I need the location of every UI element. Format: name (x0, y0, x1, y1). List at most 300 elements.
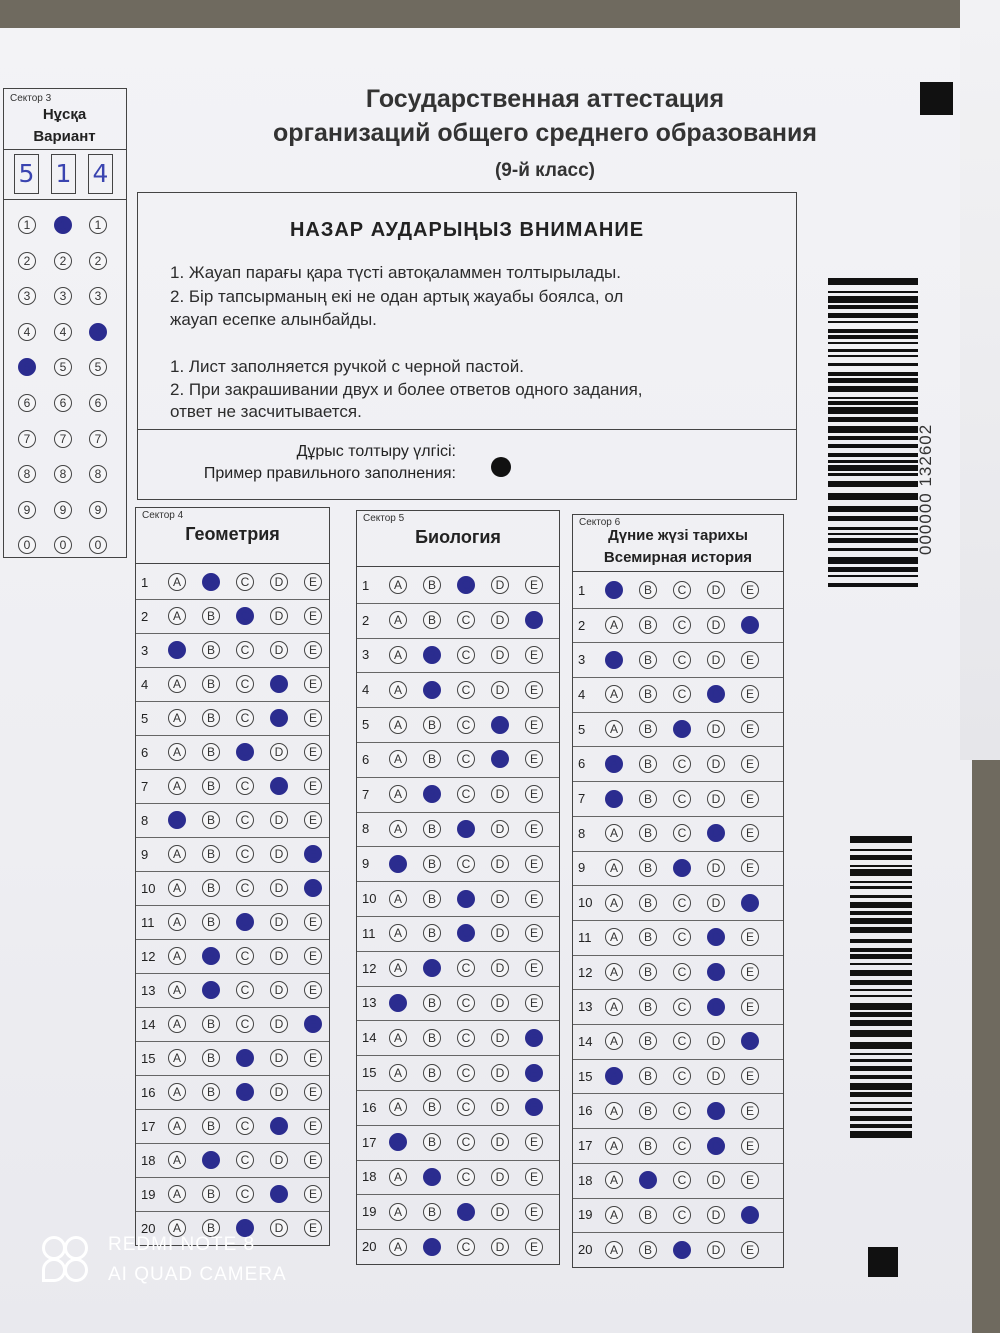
answer-bubble[interactable]: D (491, 1203, 509, 1221)
answer-bubble-filled[interactable]: D (270, 1117, 288, 1135)
answer-bubble[interactable]: A (605, 894, 623, 912)
variant-bubble[interactable]: 6 (89, 394, 107, 412)
answer-bubble[interactable]: E (304, 1185, 322, 1203)
answer-bubble[interactable]: A (389, 716, 407, 734)
answer-bubble[interactable]: B (639, 998, 657, 1016)
answer-bubble[interactable]: B (423, 1064, 441, 1082)
answer-bubble[interactable]: A (168, 1151, 186, 1169)
answer-bubble-filled[interactable]: D (270, 1185, 288, 1203)
answer-bubble[interactable]: A (389, 1098, 407, 1116)
answer-bubble-filled[interactable]: E (304, 879, 322, 897)
variant-bubble-filled[interactable]: 4 (89, 323, 107, 341)
answer-bubble-filled[interactable]: B (423, 785, 441, 803)
answer-bubble-filled[interactable]: A (168, 641, 186, 659)
answer-bubble[interactable]: E (525, 924, 543, 942)
answer-bubble-filled[interactable]: E (304, 845, 322, 863)
answer-bubble-filled[interactable]: C (673, 1241, 691, 1259)
answer-bubble[interactable]: D (491, 1238, 509, 1256)
variant-bubble-filled[interactable]: 1 (54, 216, 72, 234)
answer-bubble[interactable]: E (741, 1241, 759, 1259)
answer-bubble[interactable]: E (304, 811, 322, 829)
answer-bubble[interactable]: B (639, 894, 657, 912)
answer-bubble[interactable]: B (423, 924, 441, 942)
answer-bubble-filled[interactable]: D (707, 928, 725, 946)
answer-bubble-filled[interactable]: B (423, 1238, 441, 1256)
answer-bubble[interactable]: B (639, 928, 657, 946)
variant-bubble[interactable]: 1 (89, 216, 107, 234)
answer-bubble[interactable]: E (525, 750, 543, 768)
answer-bubble[interactable]: A (605, 928, 623, 946)
answer-bubble[interactable]: A (389, 1168, 407, 1186)
answer-bubble[interactable]: E (525, 1203, 543, 1221)
answer-bubble[interactable]: E (304, 743, 322, 761)
answer-bubble-filled[interactable]: C (457, 924, 475, 942)
answer-bubble[interactable]: A (168, 1083, 186, 1101)
variant-bubble[interactable]: 9 (18, 501, 36, 519)
answer-bubble[interactable]: C (236, 845, 254, 863)
variant-bubble[interactable]: 4 (54, 323, 72, 341)
answer-bubble[interactable]: E (304, 777, 322, 795)
answer-bubble[interactable]: A (605, 1032, 623, 1050)
answer-bubble-filled[interactable]: B (423, 959, 441, 977)
answer-bubble[interactable]: C (236, 1151, 254, 1169)
answer-bubble[interactable]: B (423, 1203, 441, 1221)
answer-bubble[interactable]: C (236, 947, 254, 965)
answer-bubble[interactable]: D (707, 581, 725, 599)
answer-bubble[interactable]: C (673, 1067, 691, 1085)
answer-bubble[interactable]: E (304, 675, 322, 693)
variant-bubble[interactable]: 7 (54, 430, 72, 448)
answer-bubble[interactable]: B (202, 913, 220, 931)
answer-bubble[interactable]: D (270, 573, 288, 591)
answer-bubble[interactable]: A (168, 845, 186, 863)
answer-bubble[interactable]: B (202, 1015, 220, 1033)
answer-bubble-filled[interactable]: E (741, 1032, 759, 1050)
answer-bubble[interactable]: A (389, 1029, 407, 1047)
answer-bubble[interactable]: C (457, 750, 475, 768)
answer-bubble[interactable]: E (304, 913, 322, 931)
variant-bubble[interactable]: 3 (18, 287, 36, 305)
answer-bubble[interactable]: C (673, 790, 691, 808)
answer-bubble[interactable]: C (457, 959, 475, 977)
answer-bubble-filled[interactable]: A (168, 811, 186, 829)
answer-bubble[interactable]: C (236, 811, 254, 829)
variant-bubble[interactable]: 2 (18, 252, 36, 270)
answer-bubble[interactable]: E (525, 959, 543, 977)
answer-bubble[interactable]: C (457, 716, 475, 734)
answer-bubble-filled[interactable]: B (202, 1151, 220, 1169)
answer-bubble[interactable]: A (168, 913, 186, 931)
answer-bubble[interactable]: D (707, 1067, 725, 1085)
answer-bubble[interactable]: A (168, 709, 186, 727)
answer-bubble[interactable]: E (525, 855, 543, 873)
answer-bubble[interactable]: B (639, 685, 657, 703)
answer-bubble[interactable]: C (673, 928, 691, 946)
answer-bubble[interactable]: A (389, 1203, 407, 1221)
answer-bubble[interactable]: B (639, 651, 657, 669)
answer-bubble-filled[interactable]: C (457, 576, 475, 594)
answer-bubble[interactable]: A (389, 681, 407, 699)
answer-bubble[interactable]: B (639, 1102, 657, 1120)
answer-bubble[interactable]: D (707, 1171, 725, 1189)
variant-bubble[interactable]: 6 (54, 394, 72, 412)
answer-bubble[interactable]: A (605, 1102, 623, 1120)
answer-bubble[interactable]: B (639, 616, 657, 634)
answer-bubble[interactable]: E (741, 1171, 759, 1189)
answer-bubble[interactable]: B (202, 1185, 220, 1203)
answer-bubble[interactable]: C (236, 1185, 254, 1203)
answer-bubble[interactable]: A (389, 646, 407, 664)
answer-bubble[interactable]: E (525, 716, 543, 734)
answer-bubble-filled[interactable]: E (525, 1029, 543, 1047)
answer-bubble[interactable]: B (423, 611, 441, 629)
answer-bubble[interactable]: D (491, 611, 509, 629)
answer-bubble-filled[interactable]: E (741, 894, 759, 912)
answer-bubble[interactable]: E (304, 641, 322, 659)
answer-bubble[interactable]: E (741, 581, 759, 599)
answer-bubble[interactable]: E (304, 709, 322, 727)
answer-bubble[interactable]: A (389, 959, 407, 977)
answer-bubble[interactable]: D (491, 924, 509, 942)
answer-bubble[interactable]: B (202, 1219, 220, 1237)
answer-bubble[interactable]: D (707, 1241, 725, 1259)
answer-bubble[interactable]: A (605, 998, 623, 1016)
answer-bubble[interactable]: D (707, 1206, 725, 1224)
answer-bubble[interactable]: B (202, 743, 220, 761)
answer-bubble[interactable]: E (525, 785, 543, 803)
answer-bubble[interactable]: A (168, 1219, 186, 1237)
answer-bubble[interactable]: D (270, 1151, 288, 1169)
answer-bubble-filled[interactable]: A (389, 855, 407, 873)
answer-bubble-filled[interactable]: A (605, 651, 623, 669)
variant-bubble[interactable]: 9 (89, 501, 107, 519)
answer-bubble-filled[interactable]: A (605, 581, 623, 599)
answer-bubble[interactable]: C (457, 1133, 475, 1151)
answer-bubble-filled[interactable]: D (707, 998, 725, 1016)
answer-bubble-filled[interactable]: C (236, 1083, 254, 1101)
variant-bubble[interactable]: 0 (89, 536, 107, 554)
answer-bubble-filled[interactable]: D (707, 1102, 725, 1120)
answer-bubble[interactable]: E (304, 981, 322, 999)
answer-bubble-filled[interactable]: C (236, 1219, 254, 1237)
answer-bubble[interactable]: B (639, 1032, 657, 1050)
answer-bubble[interactable]: B (639, 1241, 657, 1259)
variant-bubble[interactable]: 5 (54, 358, 72, 376)
answer-bubble[interactable]: A (168, 573, 186, 591)
answer-bubble[interactable]: D (491, 1098, 509, 1116)
variant-bubble[interactable]: 1 (18, 216, 36, 234)
variant-bubble[interactable]: 5 (89, 358, 107, 376)
answer-bubble-filled[interactable]: C (673, 859, 691, 877)
answer-bubble[interactable]: A (389, 611, 407, 629)
answer-bubble[interactable]: B (639, 790, 657, 808)
answer-bubble[interactable]: E (304, 1151, 322, 1169)
answer-bubble[interactable]: A (605, 685, 623, 703)
answer-bubble[interactable]: C (457, 785, 475, 803)
answer-bubble[interactable]: C (673, 1206, 691, 1224)
answer-bubble[interactable]: C (236, 981, 254, 999)
answer-bubble[interactable]: D (491, 1168, 509, 1186)
answer-bubble[interactable]: E (741, 1067, 759, 1085)
answer-bubble-filled[interactable]: E (525, 1098, 543, 1116)
answer-bubble[interactable]: A (389, 890, 407, 908)
answer-bubble[interactable]: C (457, 1238, 475, 1256)
answer-bubble-filled[interactable]: B (423, 681, 441, 699)
answer-bubble[interactable]: A (605, 720, 623, 738)
answer-bubble[interactable]: B (423, 820, 441, 838)
answer-bubble[interactable]: A (168, 1015, 186, 1033)
answer-bubble-filled[interactable]: C (673, 720, 691, 738)
variant-bubble[interactable]: 0 (18, 536, 36, 554)
answer-bubble[interactable]: E (304, 573, 322, 591)
variant-bubble[interactable]: 3 (54, 287, 72, 305)
answer-bubble[interactable]: D (707, 720, 725, 738)
answer-bubble[interactable]: C (673, 963, 691, 981)
answer-bubble[interactable]: C (673, 581, 691, 599)
answer-bubble[interactable]: E (741, 1137, 759, 1155)
answer-bubble[interactable]: B (202, 777, 220, 795)
variant-bubble[interactable]: 9 (54, 501, 72, 519)
variant-bubble[interactable]: 4 (18, 323, 36, 341)
variant-bubble[interactable]: 7 (89, 430, 107, 448)
answer-bubble[interactable]: B (202, 845, 220, 863)
answer-bubble[interactable]: E (304, 1219, 322, 1237)
answer-bubble[interactable]: C (673, 685, 691, 703)
variant-bubble[interactable]: 2 (54, 252, 72, 270)
answer-bubble[interactable]: E (525, 646, 543, 664)
answer-bubble[interactable]: E (741, 720, 759, 738)
answer-bubble[interactable]: C (457, 611, 475, 629)
answer-bubble[interactable]: B (639, 1206, 657, 1224)
answer-bubble[interactable]: D (270, 1049, 288, 1067)
answer-bubble[interactable]: B (202, 607, 220, 625)
answer-bubble[interactable]: A (605, 1241, 623, 1259)
answer-bubble[interactable]: C (673, 894, 691, 912)
answer-bubble[interactable]: D (707, 894, 725, 912)
answer-bubble[interactable]: D (491, 959, 509, 977)
answer-bubble[interactable]: B (639, 859, 657, 877)
answer-bubble[interactable]: E (304, 947, 322, 965)
answer-bubble[interactable]: B (639, 963, 657, 981)
answer-bubble[interactable]: C (236, 777, 254, 795)
answer-bubble[interactable]: C (236, 573, 254, 591)
variant-bubble[interactable]: 3 (89, 287, 107, 305)
variant-bubble[interactable]: 8 (89, 465, 107, 483)
answer-bubble-filled[interactable]: A (389, 1133, 407, 1151)
answer-bubble[interactable]: D (270, 743, 288, 761)
answer-bubble-filled[interactable]: A (605, 790, 623, 808)
answer-bubble-filled[interactable]: A (605, 755, 623, 773)
answer-bubble[interactable]: D (707, 755, 725, 773)
answer-bubble[interactable]: D (491, 785, 509, 803)
answer-bubble[interactable]: E (741, 1102, 759, 1120)
answer-bubble[interactable]: A (605, 824, 623, 842)
answer-bubble[interactable]: D (270, 811, 288, 829)
answer-bubble[interactable]: A (605, 616, 623, 634)
answer-bubble[interactable]: B (423, 1098, 441, 1116)
answer-bubble[interactable]: C (673, 755, 691, 773)
answer-bubble[interactable]: A (168, 675, 186, 693)
answer-bubble[interactable]: E (741, 755, 759, 773)
answer-bubble[interactable]: A (605, 1171, 623, 1189)
answer-bubble[interactable]: E (741, 998, 759, 1016)
answer-bubble[interactable]: D (270, 1219, 288, 1237)
answer-bubble[interactable]: E (741, 928, 759, 946)
answer-bubble-filled[interactable]: B (423, 1168, 441, 1186)
answer-bubble[interactable]: C (236, 709, 254, 727)
answer-bubble[interactable]: A (168, 777, 186, 795)
answer-bubble[interactable]: D (270, 607, 288, 625)
answer-bubble-filled[interactable]: B (202, 573, 220, 591)
answer-bubble-filled[interactable]: C (236, 913, 254, 931)
answer-bubble-filled[interactable]: A (605, 1067, 623, 1085)
answer-bubble[interactable]: C (236, 1015, 254, 1033)
answer-bubble[interactable]: B (423, 994, 441, 1012)
answer-bubble-filled[interactable]: D (707, 824, 725, 842)
answer-bubble-filled[interactable]: A (389, 994, 407, 1012)
answer-bubble[interactable]: B (639, 1067, 657, 1085)
answer-bubble[interactable]: C (673, 1171, 691, 1189)
answer-bubble-filled[interactable]: B (639, 1171, 657, 1189)
answer-bubble[interactable]: B (423, 750, 441, 768)
answer-bubble[interactable]: D (270, 641, 288, 659)
answer-bubble-filled[interactable]: C (236, 607, 254, 625)
answer-bubble[interactable]: A (389, 1064, 407, 1082)
answer-bubble[interactable]: B (639, 581, 657, 599)
answer-bubble[interactable]: D (270, 913, 288, 931)
answer-bubble-filled[interactable]: E (304, 1015, 322, 1033)
answer-bubble[interactable]: D (491, 1029, 509, 1047)
answer-bubble[interactable]: B (202, 879, 220, 897)
answer-bubble[interactable]: E (304, 1083, 322, 1101)
answer-bubble-filled[interactable]: D (707, 963, 725, 981)
answer-bubble[interactable]: D (491, 820, 509, 838)
answer-bubble[interactable]: C (457, 646, 475, 664)
answer-bubble[interactable]: E (525, 576, 543, 594)
answer-bubble[interactable]: D (491, 855, 509, 873)
answer-bubble-filled[interactable]: E (525, 611, 543, 629)
answer-bubble[interactable]: B (639, 824, 657, 842)
answer-bubble-filled[interactable]: E (741, 1206, 759, 1224)
answer-bubble[interactable]: C (457, 681, 475, 699)
answer-bubble[interactable]: E (304, 1049, 322, 1067)
answer-bubble[interactable]: D (707, 1032, 725, 1050)
answer-bubble-filled[interactable]: D (270, 675, 288, 693)
answer-bubble[interactable]: B (202, 1049, 220, 1067)
answer-bubble[interactable]: E (525, 890, 543, 908)
answer-bubble-filled[interactable]: C (457, 890, 475, 908)
answer-bubble[interactable]: D (270, 879, 288, 897)
answer-bubble[interactable]: D (270, 981, 288, 999)
answer-bubble[interactable]: B (423, 716, 441, 734)
answer-bubble[interactable]: E (304, 607, 322, 625)
answer-bubble[interactable]: C (673, 998, 691, 1016)
answer-bubble[interactable]: C (457, 1064, 475, 1082)
answer-bubble-filled[interactable]: C (457, 820, 475, 838)
answer-bubble[interactable]: C (673, 824, 691, 842)
answer-bubble[interactable]: E (741, 859, 759, 877)
answer-bubble-filled[interactable]: B (202, 981, 220, 999)
answer-bubble[interactable]: E (741, 824, 759, 842)
answer-bubble[interactable]: A (389, 924, 407, 942)
answer-bubble[interactable]: D (270, 1015, 288, 1033)
answer-bubble[interactable]: C (457, 1098, 475, 1116)
answer-bubble-filled[interactable]: D (270, 709, 288, 727)
answer-bubble[interactable]: B (423, 1133, 441, 1151)
answer-bubble[interactable]: B (423, 855, 441, 873)
answer-bubble[interactable]: A (168, 1049, 186, 1067)
answer-bubble[interactable]: B (202, 709, 220, 727)
variant-bubble[interactable]: 6 (18, 394, 36, 412)
answer-bubble[interactable]: A (168, 1117, 186, 1135)
answer-bubble[interactable]: E (741, 685, 759, 703)
answer-bubble[interactable]: D (491, 994, 509, 1012)
answer-bubble[interactable]: A (168, 879, 186, 897)
answer-bubble[interactable]: D (707, 651, 725, 669)
answer-bubble[interactable]: A (168, 743, 186, 761)
answer-bubble[interactable]: C (673, 1102, 691, 1120)
answer-bubble-filled[interactable]: B (202, 947, 220, 965)
answer-bubble[interactable]: D (270, 1083, 288, 1101)
answer-bubble[interactable]: B (423, 890, 441, 908)
answer-bubble[interactable]: B (202, 811, 220, 829)
answer-bubble[interactable]: A (168, 947, 186, 965)
answer-bubble-filled[interactable]: B (423, 646, 441, 664)
variant-bubble[interactable]: 8 (54, 465, 72, 483)
answer-bubble[interactable]: C (236, 1117, 254, 1135)
answer-bubble[interactable]: A (389, 576, 407, 594)
answer-bubble-filled[interactable]: D (707, 1137, 725, 1155)
answer-bubble[interactable]: B (639, 1137, 657, 1155)
answer-bubble[interactable]: C (236, 641, 254, 659)
answer-bubble[interactable]: A (168, 1185, 186, 1203)
answer-bubble[interactable]: A (389, 1238, 407, 1256)
answer-bubble-filled[interactable]: C (236, 1049, 254, 1067)
answer-bubble[interactable]: B (202, 1117, 220, 1135)
answer-bubble[interactable]: C (673, 616, 691, 634)
answer-bubble[interactable]: E (525, 681, 543, 699)
answer-bubble[interactable]: B (639, 755, 657, 773)
answer-bubble[interactable]: D (270, 947, 288, 965)
answer-bubble[interactable]: E (525, 1168, 543, 1186)
answer-bubble[interactable]: D (491, 681, 509, 699)
answer-bubble-filled[interactable]: D (491, 716, 509, 734)
answer-bubble[interactable]: E (525, 994, 543, 1012)
answer-bubble-filled[interactable]: C (236, 743, 254, 761)
variant-bubble-filled[interactable]: 5 (18, 358, 36, 376)
answer-bubble[interactable]: C (673, 1032, 691, 1050)
variant-bubble[interactable]: 2 (89, 252, 107, 270)
answer-bubble-filled[interactable]: D (491, 750, 509, 768)
answer-bubble[interactable]: D (491, 1064, 509, 1082)
answer-bubble-filled[interactable]: D (707, 685, 725, 703)
answer-bubble[interactable]: B (202, 1083, 220, 1101)
answer-bubble[interactable]: D (491, 1133, 509, 1151)
answer-bubble[interactable]: B (639, 720, 657, 738)
answer-bubble[interactable]: A (389, 785, 407, 803)
answer-bubble[interactable]: C (236, 879, 254, 897)
answer-bubble[interactable]: C (457, 1029, 475, 1047)
answer-bubble[interactable]: C (673, 1137, 691, 1155)
answer-bubble[interactable]: E (525, 1133, 543, 1151)
answer-bubble[interactable]: C (457, 994, 475, 1012)
answer-bubble[interactable]: A (168, 981, 186, 999)
answer-bubble-filled[interactable]: D (270, 777, 288, 795)
answer-bubble[interactable]: E (741, 790, 759, 808)
answer-bubble[interactable]: A (389, 750, 407, 768)
answer-bubble[interactable]: A (605, 1137, 623, 1155)
answer-bubble[interactable]: E (304, 1117, 322, 1135)
